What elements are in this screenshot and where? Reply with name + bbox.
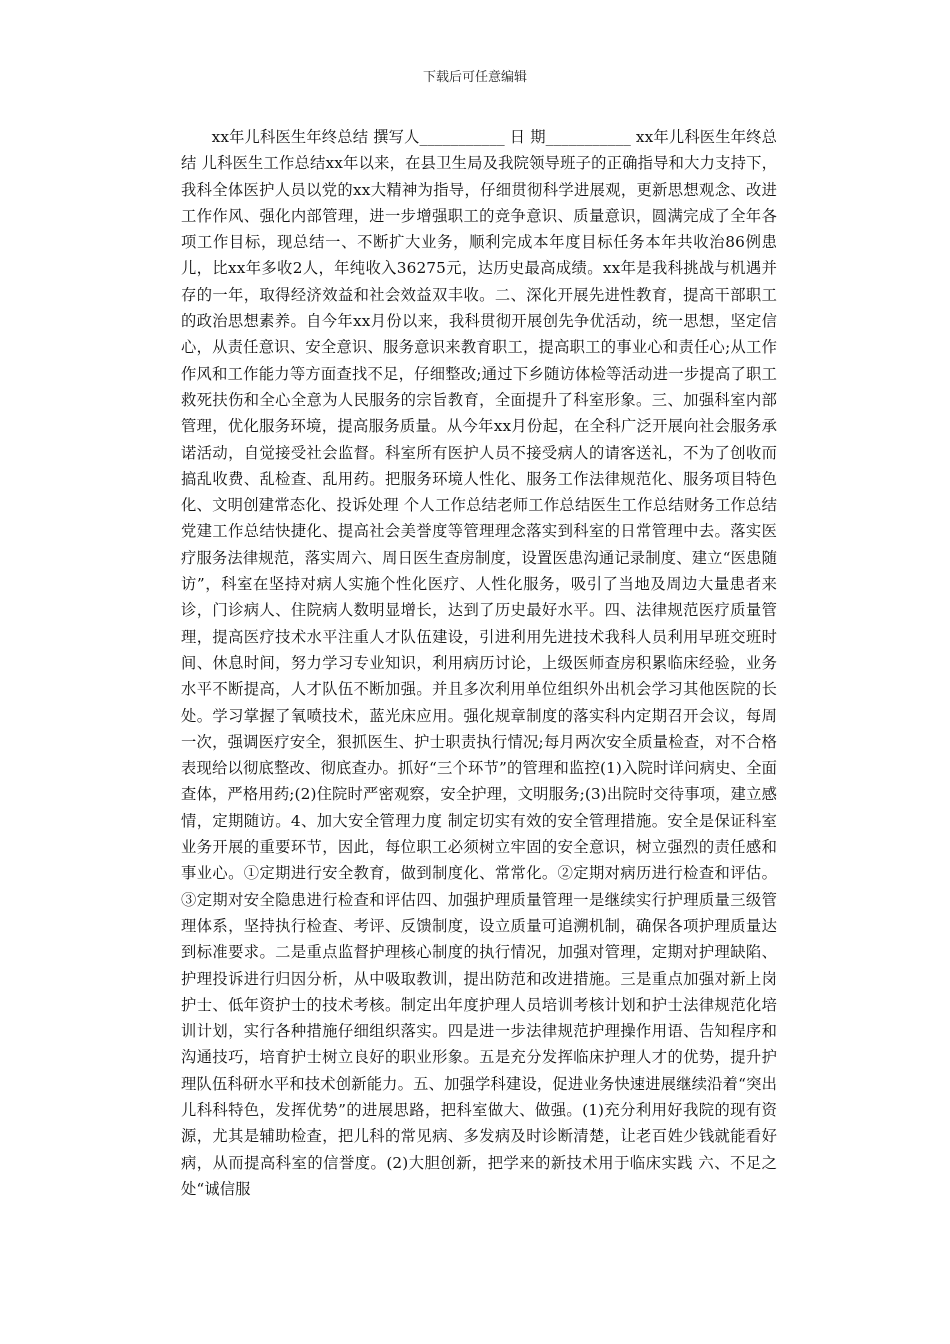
document-body-text: xx年儿科医生年终总结 撰写人___________ 日 期___________ xx年儿科医生年终总结 儿科医生工作总结xx年以来，在县卫生局及我院领导班子的正确指导和大力支持下，我科全体医护人员以党的xx大精神为指导，仔细贯彻科学进展观，更新思想观念、改进工作作风、强化内部管理，进一步增强职工的竞争意识、质量意识，圆满完成了全年各项工作目标，现总结一、不断扩大业务，顺利完成本年度目标任务本年共收治86例患儿，比xx年多收2人，年纯收入36275元，达历史最高成绩。xx年是我科挑战与机遇并存的一年，取得经济效益和社会效益双丰收。二、深化开展先进性教育，提高干部职工的政治思想素养。自今年xx月份以来，我科贯彻开展创先争优活动，统一思想，坚定信心，从责任意识、安全意识、服务意识来教育职工，提高职工的事业心和责任心;从工作作风和工作能力等方面查找不足，仔细整改;通过下乡随访体检等活动进一步提高了职工救死扶伤和全心全意为人民服务的宗旨教育，全面提升了科室形象。三、加强科室内部管理，优化服务环境，提高服务质量。从今年xx月份起，在全科广泛开展向社会服务承诺活动，自觉接受社会监督。科室所有医护人员不接受病人的请客送礼，不为了创收而搞乱收费、乱检查、乱用药。把服务环境人性化、服务工作法律规范化、服务项目特色化、文明创建常态化、投诉处理 个人工作总结老师工作总结医生工作总结财务工作总结党建工作总结快捷化、提高社会美誉度等管理理念落实到科室的日常管理中去。落实医疗服务法律规范，落实周六、周日医生查房制度，设置医患沟通记录制度、建立“医患随访”，科室在坚持对病人实施个性化医疗、人性化服务，吸引了当地及周边大量患者来诊，门诊病人、住院病人数明显增长，达到了历史最好水平。四、法律规范医疗质量管理，提高医疗技术水平注重人才队伍建设，引进利用先进技术我科人员利用早班交班时间、休息时间，努力学习专业知识，利用病历讨论，上级医师查房积累临床经验，业务水平不断提高，人才队伍不断加强。并且多次利用单位组织外出机会学习其他医院的长处。学习掌握了氧喷技术，蓝光床应用。强化规章制度的落实科内定期召开会议，每周一次，强调医疗安全，狠抓医生、护士职责执行情况;每月两次安全质量检查，对不合格表现给以彻底整改、彻底查办。抓好“三个环节”的管理和监控(1)入院时详问病史、全面查体，严格用药;(2)住院时严密观察，安全护理，文明服务;(3)出院时交待事项，建立感情，定期随访。4、加大安全管理力度 制定切实有效的安全管理措施。安全是保证科室业务开展的重要环节，因此，每位职工必须树立牢固的安全意识，树立强烈的责任感和事业心。①定期进行安全教育，做到制度化、常常化。②定期对病历进行检查和评估。③定期对安全隐患进行检查和评估四、加强护理质量管理一是继续实行护理质量三级管理体系，坚持执行检查、考评、反馈制度，设立质量可追溯机制，确保各项护理质量达到标准要求。二是重点监督护理核心制度的执行情况，加强对管理，定期对护理缺陷、护理投诉进行归因分析，从中吸取教训，提出防范和改进措施。三是重点加强对新上岗护士、低年资护士的技术考核。制定出年度护理人员培训考核计划和护士法律规范化培训计划，实行各种措施仔细组织落实。四是进一步法律规范护理操作用语、告知程序和沟通技巧，培育护士树立良好的职业形象。五是充分发挥临床护理人才的优势，提升护理队伍科研水平和技术创新能力。五、加强学科建设，促进业务快速进展继续沿着“突出儿科科特色，发挥优势”的进展思路，把科室做大、做强。(1)充分利用好我院的现有资源，尤其是辅助检查，把儿科的常见病、多发病及时诊断清楚，让老百姓少钱就能看好病，从而提高科室的信誉度。(2)大胆创新，把学来的新技术用于临床实践 六、不足之处“诚信服 [181, 128, 777, 1198]
page-header-note: 下载后可任意编辑 [422, 70, 527, 85]
